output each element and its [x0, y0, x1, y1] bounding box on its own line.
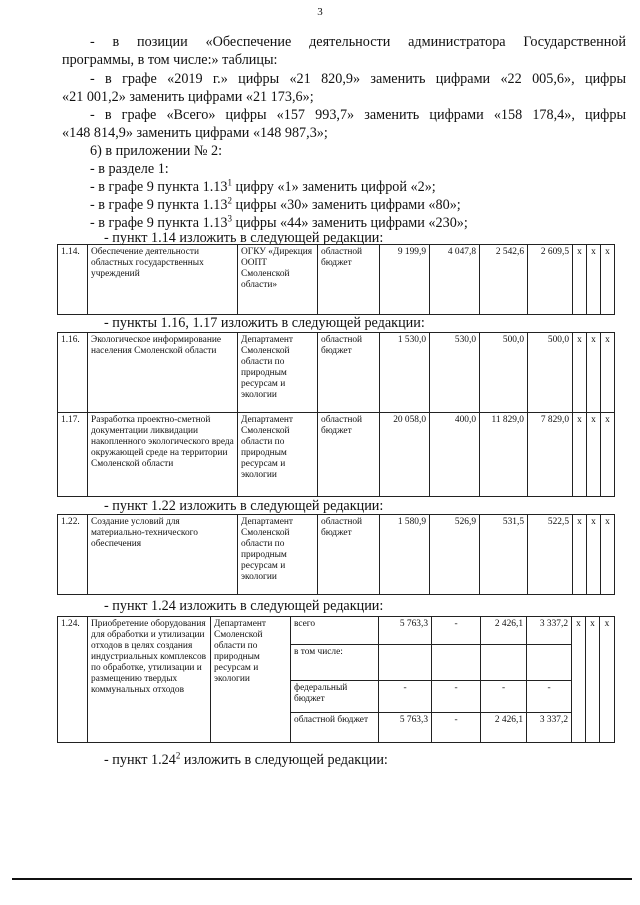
- intro-line-3: - в графе «2019 г.» цифры «21 820,9» заменить цифрами «22 005,6», цифры: [90, 71, 626, 87]
- year-3-amount: 500,0: [528, 333, 573, 413]
- year-3-amount: 3 337,2: [527, 617, 572, 645]
- funding-source: областной бюджет: [318, 413, 380, 497]
- indicator-cell: x: [587, 245, 601, 315]
- row-number: 1.24.: [58, 617, 88, 743]
- total-amount: 1 530,0: [380, 333, 430, 413]
- activity-name: Приобретение оборудования для обработки и утилизации отходов в целях создания индустриальных комплексов по обработке, утилизации и размещению твердых коммунальных отходов: [88, 617, 211, 743]
- intro-line-8: - в разделе 1:: [90, 161, 169, 177]
- intro-line-7: 6) в приложении № 2:: [90, 143, 223, 159]
- table-row-1-14: [57, 244, 615, 315]
- page-number: 3: [317, 6, 323, 18]
- indicator-cell: x: [572, 617, 586, 743]
- total-amount: [379, 645, 432, 681]
- row-number: 1.14.: [58, 245, 88, 315]
- total-amount: 9 199,9: [380, 245, 430, 315]
- year-2-amount: 2 426,1: [481, 617, 527, 645]
- activity-name: Разработка проектно-сметной документации ликвидации накопленного экологического вреда окружающей среде на территории Смоленской области: [88, 413, 238, 497]
- indicator-cell: x: [587, 515, 601, 595]
- year-2-amount: 500,0: [480, 333, 528, 413]
- table-row-1-24: [57, 616, 615, 743]
- intro-line-6: «148 814,9» заменить цифрами «148 987,3»;: [62, 125, 328, 141]
- total-amount: -: [379, 681, 432, 713]
- total-amount: 5 763,3: [379, 713, 432, 743]
- executor: Департамент Смоленской области по природным ресурсам и экологии: [238, 515, 318, 595]
- year-1-amount: 4 047,8: [430, 245, 480, 315]
- funding-source: областной бюджет: [291, 713, 379, 743]
- year-1-amount: 530,0: [430, 333, 480, 413]
- year-3-amount: 7 829,0: [528, 413, 573, 497]
- executor: Департамент Смоленской области по природным ресурсам и экологии: [211, 617, 291, 743]
- funding-source: областной бюджет: [318, 245, 380, 315]
- funding-source: областной бюджет: [318, 333, 380, 413]
- executor: Департамент Смоленской области по природным ресурсам и экологии: [238, 333, 318, 413]
- year-1-amount: -: [432, 713, 481, 743]
- table-row-1-22: [57, 514, 615, 595]
- table-row: [58, 333, 615, 413]
- year-3-amount: [527, 645, 572, 681]
- total-amount: 20 058,0: [380, 413, 430, 497]
- bottom-rule: [12, 878, 632, 880]
- indicator-cell: x: [573, 333, 587, 413]
- heading-1-22: - пункт 1.22 изложить в следующей редакции:: [104, 498, 384, 514]
- executor: Департамент Смоленской области по природным ресурсам и экологии: [238, 413, 318, 497]
- year-2-amount: 11 829,0: [480, 413, 528, 497]
- row-number: 1.16.: [58, 333, 88, 413]
- intro-line-1: - в позиции «Обеспечение деятельности администратора Государственной: [90, 34, 626, 50]
- executor: ОГКУ «Дирекция ООПТ Смоленской области»: [238, 245, 318, 315]
- row-number: 1.17.: [58, 413, 88, 497]
- heading-1-24-2: - пункт 1.24$^2$ изложить в следующей редакции:: [104, 750, 388, 768]
- indicator-cell: x: [601, 245, 615, 315]
- year-1-amount: [432, 645, 481, 681]
- indicator-cell: x: [586, 617, 600, 743]
- indicator-cell: x: [573, 413, 587, 497]
- year-1-amount: -: [432, 681, 481, 713]
- graph-line-1: - в графе 9 пункта 1.13$^1$ цифру «1» заменить цифрой «2»;: [90, 177, 436, 195]
- year-1-amount: 526,9: [430, 515, 480, 595]
- activity-name: Обеспечение деятельности областных государственных учреждений: [88, 245, 238, 315]
- table-rows-1-16-1-17: [57, 332, 615, 497]
- indicator-cell: x: [601, 413, 615, 497]
- indicator-cell: x: [587, 413, 601, 497]
- heading-1-24: - пункт 1.24 изложить в следующей редакции:: [104, 598, 384, 614]
- indicator-cell: x: [587, 333, 601, 413]
- graph-line-3: - в графе 9 пункта 1.13$^3$ цифры «44» заменить цифрами «230»;: [90, 213, 468, 231]
- heading-1-16: - пункты 1.16, 1.17 изложить в следующей редакции:: [104, 315, 425, 331]
- activity-name: Создание условий для материально-технического обеспечения: [88, 515, 238, 595]
- year-2-amount: 531,5: [480, 515, 528, 595]
- indicator-cell: x: [573, 515, 587, 595]
- graph-line-2: - в графе 9 пункта 1.13$^2$ цифры «30» заменить цифрами «80»;: [90, 195, 461, 213]
- intro-line-5: - в графе «Всего» цифры «157 993,7» заменить цифрами «158 178,4», цифры: [90, 107, 626, 123]
- year-1-amount: 400,0: [430, 413, 480, 497]
- indicator-cell: x: [600, 617, 615, 743]
- funding-source: федеральный бюджет: [291, 681, 379, 713]
- indicator-cell: x: [573, 245, 587, 315]
- year-3-amount: 3 337,2: [527, 713, 572, 743]
- year-3-amount: 522,5: [528, 515, 573, 595]
- activity-name: Экологическое информирование населения Смоленской области: [88, 333, 238, 413]
- year-3-amount: 2 609,5: [528, 245, 573, 315]
- intro-line-2: программы, в том числе:» таблицы:: [62, 52, 278, 68]
- funding-source: областной бюджет: [318, 515, 380, 595]
- year-2-amount: 2 426,1: [481, 713, 527, 743]
- table-row: [58, 413, 615, 497]
- funding-source: в том числе:: [291, 645, 379, 681]
- year-1-amount: -: [432, 617, 481, 645]
- intro-line-4: «21 001,2» заменить цифрами «21 173,6»;: [62, 89, 314, 105]
- indicator-cell: x: [601, 515, 615, 595]
- year-3-amount: -: [527, 681, 572, 713]
- heading-1-14: - пункт 1.14 изложить в следующей редакции:: [104, 230, 384, 246]
- total-amount: 1 580,9: [380, 515, 430, 595]
- indicator-cell: x: [601, 333, 615, 413]
- row-number: 1.22.: [58, 515, 88, 595]
- year-2-amount: -: [481, 681, 527, 713]
- funding-source: всего: [291, 617, 379, 645]
- year-2-amount: [481, 645, 527, 681]
- year-2-amount: 2 542,6: [480, 245, 528, 315]
- total-amount: 5 763,3: [379, 617, 432, 645]
